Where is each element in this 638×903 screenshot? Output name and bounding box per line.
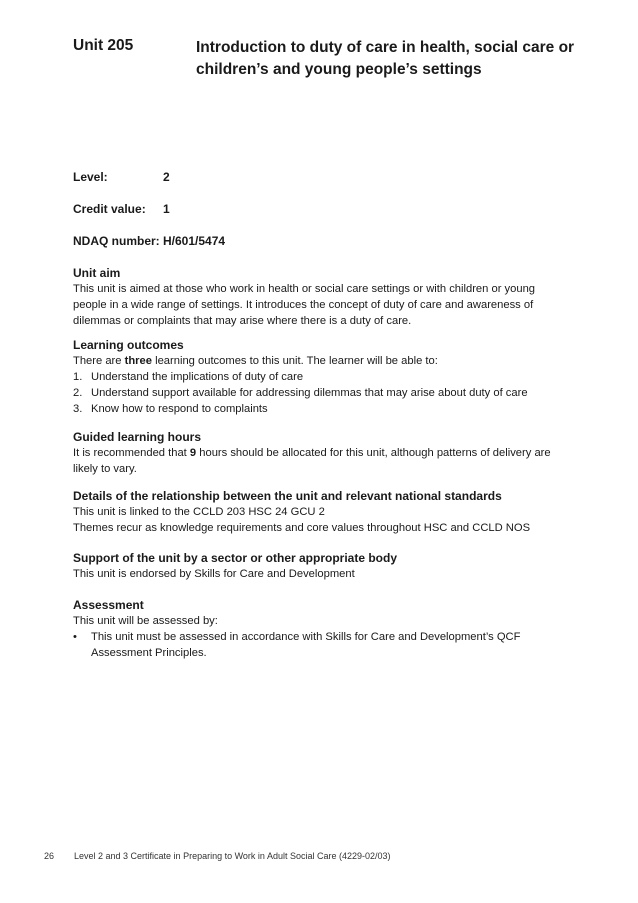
standards-heading: Details of the relationship between the unit and relevant national standards — [73, 489, 502, 503]
unit-aim-heading: Unit aim — [73, 266, 121, 280]
glh-text-end: hours should be allocated for this unit, although patterns of delivery are likely to vary. — [73, 447, 551, 475]
page-number: 26 — [44, 851, 55, 861]
credit-row — [73, 202, 170, 216]
guided-hours-text — [73, 445, 563, 477]
ndaq-label: NDAQ number: — [73, 234, 160, 248]
standards-line-1: This unit is linked to the CCLD 203 HSC 24 GCU 2 — [73, 506, 325, 518]
unit-code: Unit 205 — [73, 37, 134, 54]
list-text: Understand support available for addressing dilemmas that may arise about duty of care — [91, 387, 528, 399]
list-text: Understand the implications of duty of care — [91, 371, 304, 383]
standards-section — [73, 488, 563, 536]
guided-hours-section — [73, 429, 563, 477]
credit-value: 1 — [163, 202, 170, 216]
list-item — [73, 385, 563, 401]
list-number: 3. — [73, 403, 83, 415]
outcomes-list — [73, 369, 563, 417]
footer-text: Level 2 and 3 Certificate in Preparing to Work in Adult Social Care (4229-02/03) — [74, 851, 391, 861]
unit-aim-text: This unit is aimed at those who work in health or social care settings or with children or young people in a wide range of settings. It introduces the concept of duty of care and awareness of dilemmas or complaints that may arise where there is a duty of care. — [73, 283, 536, 327]
bullet-icon: • — [73, 631, 77, 643]
level-value: 2 — [163, 170, 170, 184]
level-label: Level: — [73, 170, 108, 184]
glh-text-start: It is recommended that — [73, 447, 190, 459]
assessment-bullet-text: This unit must be assessed in accordance with Skills for Care and Development’s QCF Assessment Principles. — [91, 631, 521, 659]
support-section — [73, 550, 563, 582]
support-heading: Support of the unit by a sector or other appropriate body — [73, 551, 398, 565]
list-item — [73, 629, 563, 661]
learning-outcomes-section — [73, 337, 563, 417]
assessment-intro: This unit will be assessed by: — [73, 615, 218, 627]
unit-aim-section — [73, 265, 563, 329]
assessment-section — [73, 597, 563, 661]
unit-title: Introduction to duty of care in health, social care or children’s and young people’s settings — [196, 39, 575, 78]
glh-hours: 9 — [189, 447, 197, 459]
level-row — [73, 170, 170, 184]
intro-text: There are — [73, 355, 125, 367]
ndaq-row — [73, 234, 225, 248]
list-item — [73, 369, 563, 385]
standards-line-2: Themes recur as knowledge requirements and core values throughout HSC and CCLD NOS — [73, 522, 531, 534]
support-text: This unit is endorsed by Skills for Care and Development — [73, 568, 355, 580]
list-text: Know how to respond to complaints — [91, 403, 268, 415]
ndaq-value: H/601/5474 — [163, 234, 226, 248]
learning-outcomes-intro — [73, 353, 563, 369]
learning-outcomes-heading: Learning outcomes — [73, 338, 184, 352]
intro-text-end: learning outcomes to this unit. The learner will be able to: — [151, 355, 438, 367]
assessment-heading: Assessment — [73, 598, 144, 612]
guided-hours-heading: Guided learning hours — [73, 430, 202, 444]
list-number: 2. — [73, 387, 83, 399]
credit-label: Credit value: — [73, 202, 146, 216]
list-number: 1. — [73, 371, 83, 383]
page-footer — [44, 851, 391, 861]
outcome-count: three — [124, 355, 152, 367]
list-item — [73, 401, 563, 417]
